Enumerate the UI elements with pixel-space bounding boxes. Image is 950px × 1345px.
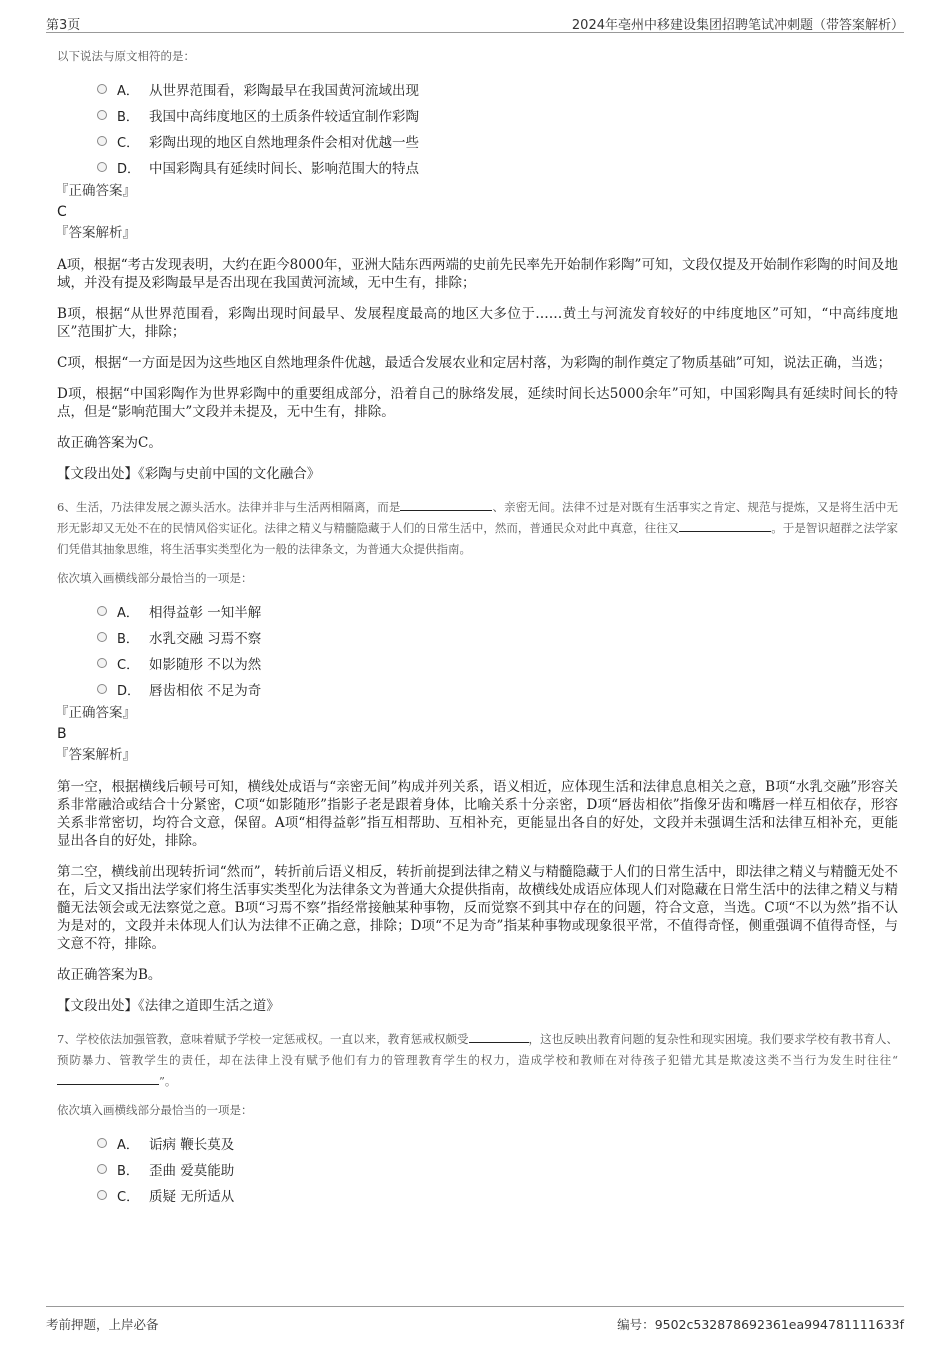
q6-options bbox=[97, 598, 898, 702]
radio-button[interactable] bbox=[97, 632, 107, 642]
radio-button[interactable] bbox=[97, 1190, 107, 1200]
q5-intro: 以下说法与原文相符的是： bbox=[57, 49, 195, 63]
q6-conclusion: 故正确答案为B。 bbox=[57, 967, 162, 983]
q6-analysis-second-blank: 第二空，横线前出现转折词“然而”，转折前后语义相反，转折前提到法律之精义与精髓隐藏于人们的日常生活中，即法律之精义与精髓无处不在，后文又指出法学家们将生活事实类型化为法律条文为普通大众提供指南，故横线处成语应体现人们对隐藏在日常生活中的法律之精义与精髓无法领会或无法察觉之意。B项“习焉不察”指经常接触某种事物，反而觉察不到其中存在的问题，符合文意，当选。C项“不以为然”指不认为是对的，文段并未体现人们认为法律不正确之意，排除；D项“不足为奇”指某种事物或现象很平常，不值得奇怪，侧重强调不值得奇怪，与文意不符，排除。 bbox=[57, 864, 898, 952]
q5-option-c[interactable] bbox=[97, 128, 898, 154]
option-text: 质疑 无所适从 bbox=[149, 1189, 235, 1205]
footer-slogan: 考前押题，上岸必备 bbox=[46, 1317, 159, 1332]
correct-answer-label: 『正确答案』 bbox=[55, 183, 136, 199]
code-label: 编号： bbox=[617, 1317, 655, 1332]
q5-option-b[interactable] bbox=[97, 102, 898, 128]
q5-conclusion: 故正确答案为C。 bbox=[57, 435, 162, 451]
radio-button[interactable] bbox=[97, 684, 107, 694]
q5-analysis-b: B项，根据“从世界范围看，彩陶出现时间最早、发展程度最高的地区大多位于……黄土与河流发育较好的中纬度地区”可知，“中高纬度地区”范围扩大，排除； bbox=[57, 306, 898, 340]
q5-answer: C bbox=[57, 204, 67, 220]
option-letter: C． bbox=[117, 657, 140, 673]
q7-stem bbox=[57, 1029, 898, 1092]
option-letter: B． bbox=[117, 1163, 139, 1179]
q7-option-a[interactable] bbox=[97, 1130, 898, 1156]
option-letter: C． bbox=[117, 135, 140, 151]
option-letter: A． bbox=[117, 1137, 139, 1153]
correct-answer-label: 『正确答案』 bbox=[55, 705, 136, 721]
radio-button[interactable] bbox=[97, 606, 107, 616]
document-code bbox=[617, 1315, 904, 1333]
q6-stem-part3: 。于是智识超群之法学家们凭借其抽象思维，将生活事实类型化为一般的法律条文，为普通大众提供指南。 bbox=[57, 521, 899, 556]
page-header bbox=[46, 10, 904, 33]
q5-option-a[interactable] bbox=[97, 76, 898, 102]
radio-button[interactable] bbox=[97, 658, 107, 668]
blank-line bbox=[679, 519, 771, 532]
option-text: 从世界范围看，彩陶最早在我国黄河流域出现 bbox=[149, 83, 419, 99]
document-title: 2024年亳州中移建设集团招聘笔试冲刺题（带答案解析） bbox=[571, 18, 904, 33]
option-text: 彩陶出现的地区自然地理条件会相对优越一些 bbox=[149, 135, 419, 151]
page-footer bbox=[46, 1306, 904, 1337]
radio-button[interactable] bbox=[97, 136, 107, 146]
q5-analysis-c: C项，根据“一方面是因为这些地区自然地理条件优越，最适合发展农业和定居村落，为彩陶的制作奠定了物质基础”可知，说法正确，当选； bbox=[57, 355, 892, 371]
q7-stem-part3: ”。 bbox=[159, 1074, 177, 1088]
radio-button[interactable] bbox=[97, 1138, 107, 1148]
page-content bbox=[57, 46, 898, 1208]
blank-line bbox=[400, 498, 492, 511]
q6-analysis-first-blank: 第一空，根据横线后顿号可知，横线处成语与“亲密无间”构成并列关系，语义相近，应体现生活和法律息息相关之意，B项“水乳交融”形容关系非常融洽或结合十分紧密，C项“如影随形”指影子老是跟着身体，比喻关系十分亲密，D项“唇齿相依”指像牙齿和嘴唇一样互相依存，形容关系非常密切，均符合文意，保留。A项“相得益彰”指互相帮助、互相补充，更能显出各自的好处，文段并未强调生活和法律互相补充，更能显出各自的好处，排除。 bbox=[57, 779, 898, 849]
q5-analysis-d: D项，根据“中国彩陶作为世界彩陶中的重要组成部分，沿着自己的脉络发展，延续时间长达5000余年”可知，中国彩陶具有延续时间长的特点，但是“影响范围大”文段并未提及，无中生有，排除。 bbox=[57, 386, 898, 420]
option-text: 相得益彰 一知半解 bbox=[149, 605, 262, 621]
option-letter: A． bbox=[117, 605, 139, 621]
q6-stem bbox=[57, 497, 898, 560]
q6-answer: B bbox=[57, 726, 67, 742]
radio-button[interactable] bbox=[97, 1164, 107, 1174]
q6-option-a[interactable] bbox=[97, 598, 898, 624]
option-text: 诟病 鞭长莫及 bbox=[149, 1137, 235, 1153]
blank-line bbox=[469, 1030, 529, 1043]
page-number: 第3页 bbox=[46, 18, 81, 33]
option-letter: B． bbox=[117, 631, 139, 647]
radio-button[interactable] bbox=[97, 162, 107, 172]
q6-stem-part2: 、亲密无间。法律不过是对既有生活事实之肯定、规范与提炼，又是将生活中无形无影却又无处不在的民情风俗实证化。法律之精义与精髓隐藏于人们的日常生活中，然而，普通民众对此中真意，往往又 bbox=[57, 500, 898, 535]
option-letter: C． bbox=[117, 1189, 140, 1205]
option-text: 歪曲 爱莫能助 bbox=[149, 1163, 235, 1179]
analysis-label: 『答案解析』 bbox=[55, 225, 136, 241]
q6-option-d[interactable] bbox=[97, 676, 898, 702]
q7-stem-part1: 7、学校依法加强管教，意味着赋予学校一定惩戒权。一直以来，教育惩戒权颇受 bbox=[57, 1032, 469, 1046]
q5-analysis-a: A项，根据“考古发现表明，大约在距今8000年，亚洲大陆东西两端的史前先民率先开始制作彩陶”可知，文段仅提及开始制作彩陶的时间及地域，并没有提及彩陶最早是否出现在我国黄河流域，无中生有，排除； bbox=[57, 257, 898, 291]
q5-source: 【文段出处】《彩陶与史前中国的文化融合》 bbox=[57, 466, 321, 482]
q5-options bbox=[97, 76, 898, 180]
q7-option-b[interactable] bbox=[97, 1156, 898, 1182]
option-letter: B． bbox=[117, 109, 139, 125]
analysis-label: 『答案解析』 bbox=[55, 747, 136, 763]
radio-button[interactable] bbox=[97, 84, 107, 94]
radio-button[interactable] bbox=[97, 110, 107, 120]
option-text: 如影随形 不以为然 bbox=[149, 657, 262, 673]
q7-option-c[interactable] bbox=[97, 1182, 898, 1208]
option-text: 唇齿相依 不足为奇 bbox=[149, 683, 262, 699]
q6-source: 【文段出处】《法律之道即生活之道》 bbox=[57, 998, 280, 1014]
q6-option-b[interactable] bbox=[97, 624, 898, 650]
option-text: 我国中高纬度地区的土质条件较适宜制作彩陶 bbox=[149, 109, 419, 125]
q6-stem-part1: 6、生活，乃法律发展之源头活水。法律并非与生活两相隔离，而是 bbox=[57, 500, 401, 514]
option-letter: D． bbox=[117, 683, 141, 699]
q7-options bbox=[97, 1130, 898, 1208]
q6-option-c[interactable] bbox=[97, 650, 898, 676]
q6-intro: 依次填入画横线部分最恰当的一项是： bbox=[57, 571, 253, 585]
q5-option-d[interactable] bbox=[97, 154, 898, 180]
code-value: 9502c532878692361ea994781111633f bbox=[654, 1317, 904, 1332]
option-letter: A． bbox=[117, 83, 139, 99]
blank-line bbox=[57, 1072, 159, 1085]
q7-intro: 依次填入画横线部分最恰当的一项是： bbox=[57, 1103, 253, 1117]
option-text: 水乳交融 习焉不察 bbox=[149, 631, 262, 647]
option-letter: D． bbox=[117, 161, 141, 177]
option-text: 中国彩陶具有延续时间长、影响范围大的特点 bbox=[149, 161, 419, 177]
q7-stem-part2: ，这也反映出教育问题的复杂性和现实困境。我们要求学校有教书育人、预防暴力、管教学生的责任，却在法律上没有赋予他们有力的管理教育学生的权力，造成学校和教师在对待孩子犯错尤其是欺凌这类不当行为发生时往往“ bbox=[57, 1032, 898, 1067]
